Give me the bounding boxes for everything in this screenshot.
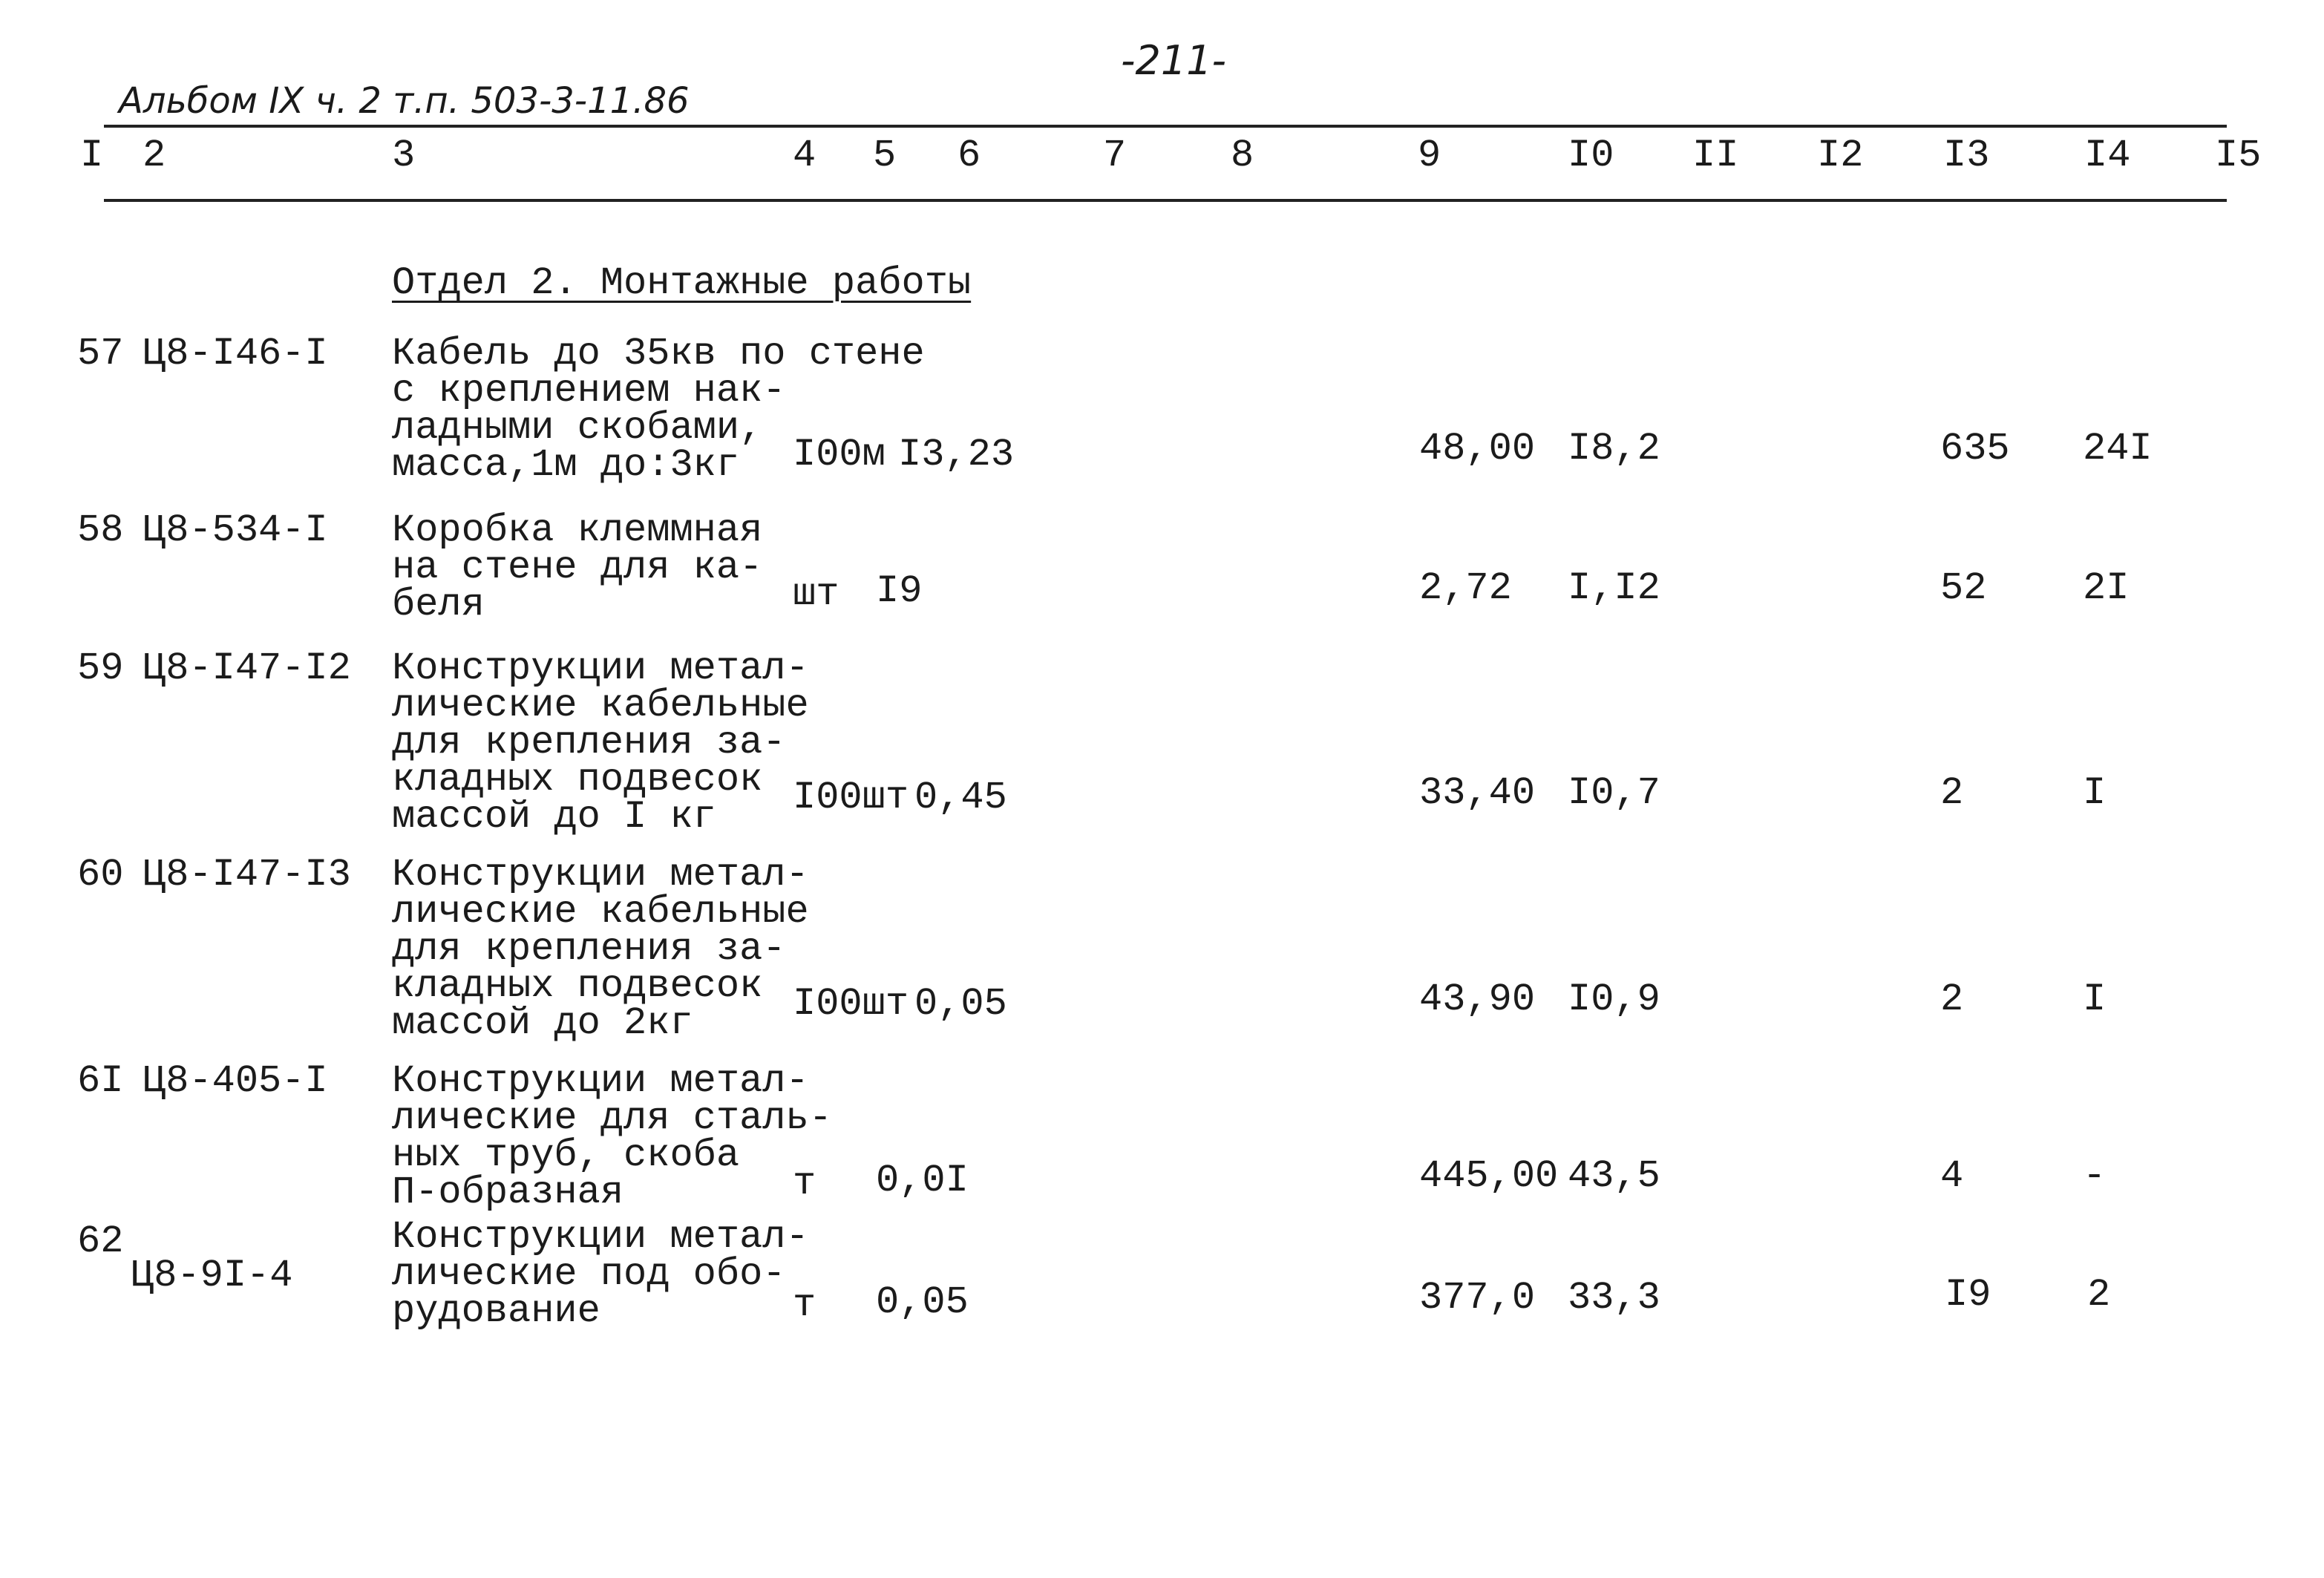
column-header-9: 9 [1418,134,1441,177]
section-title: Отдел 2. Монтажные работы [392,261,972,305]
row-number: 58 [77,508,124,552]
row-col9: 445,00 [1419,1154,1559,1198]
row-col9: 48,00 [1419,427,1536,471]
header-bottom-rule [104,199,2227,202]
row-quantity: 0,05 [876,1280,969,1324]
row-number: 57 [77,332,124,376]
column-header-7: 7 [1103,134,1127,177]
row-number: 60 [77,853,124,897]
row-description: Кабель до 35кв по стене с креплением нак- ладными скобами, масса,1м до:3кг [392,332,925,487]
column-header-11: II [1692,134,1739,177]
row-number: 6I [77,1059,124,1103]
row-code: Ц8-405-I [143,1059,328,1103]
row-number: 62 [77,1219,124,1263]
column-header-14: I4 [2084,134,2131,177]
row-col14: 2 [2087,1273,2111,1317]
row-col13: 4 [1940,1154,1964,1198]
row-code: Ц8-534-I [143,508,328,552]
row-col10: I0,7 [1568,771,1660,815]
column-header-10: I0 [1568,134,1614,177]
column-header-13: I3 [1943,134,1990,177]
column-header-4: 4 [793,134,816,177]
header-top-rule [104,125,2227,128]
row-description: Конструкции метал- лические для сталь- ных труб, скоба П-образная [392,1059,832,1214]
row-unit: т [793,1283,816,1327]
row-quantity: I3,23 [898,433,1015,477]
row-col14: - [2083,1154,2107,1198]
row-col9: 43,90 [1419,978,1536,1021]
row-col10: 33,3 [1568,1276,1660,1320]
row-description: Конструкции метал- лические кабельные для крепления за- кладных подвесок массой до I кг [392,646,809,839]
row-col9: 33,40 [1419,771,1536,815]
column-header-12: I2 [1817,134,1864,177]
column-header-6: 6 [958,134,981,177]
row-col9: 2,72 [1419,566,1512,610]
row-quantity: I9 [876,569,923,613]
row-col14: I [2083,771,2107,815]
row-code: Ц8-I47-I3 [143,853,351,897]
column-header-8: 8 [1231,134,1254,177]
row-code: Ц8-I47-I2 [143,646,351,690]
page-number: -211- [1121,37,1227,84]
row-code: Ц8-I46-I [143,332,328,376]
row-col10: I0,9 [1568,978,1660,1021]
row-col9: 377,0 [1419,1276,1536,1320]
row-unit: т [793,1162,816,1205]
row-description: Конструкции метал- лические под обо- рудование [392,1215,809,1333]
row-col13: 2 [1940,978,1964,1021]
row-quantity: 0,05 [914,982,1007,1026]
row-col13: 635 [1940,427,2010,471]
row-description: Коробка клеммная на стене для ка- беля [392,508,763,626]
row-quantity: 0,0I [876,1159,969,1202]
row-unit: шт [793,572,839,616]
row-code: Ц8-9I-4 [131,1254,293,1297]
row-col10: 43,5 [1568,1154,1660,1198]
column-header-5: 5 [873,134,897,177]
row-col13: I9 [1945,1273,1991,1317]
row-unit: I00шт [793,982,909,1026]
row-col10: I,I2 [1568,566,1660,610]
row-description: Конструкции метал- лические кабельные для крепления за- кладных подвесок массой до 2кг [392,853,809,1045]
row-col14: 2I [2083,566,2130,610]
row-unit: I00м [793,433,886,477]
column-header-3: 3 [392,134,416,177]
row-quantity: 0,45 [914,776,1007,819]
row-col10: I8,2 [1568,427,1660,471]
column-header-2: 2 [143,134,166,177]
row-col14: 24I [2083,427,2153,471]
row-col13: 52 [1940,566,1987,610]
row-col14: I [2083,978,2107,1021]
album-reference: Альбом IX ч. 2 т.п. 503-3-11.86 [119,80,690,122]
row-unit: I00шт [793,776,909,819]
column-header-1: I [80,134,104,177]
column-header-15: I5 [2215,134,2262,177]
row-col13: 2 [1940,771,1964,815]
row-number: 59 [77,646,124,690]
